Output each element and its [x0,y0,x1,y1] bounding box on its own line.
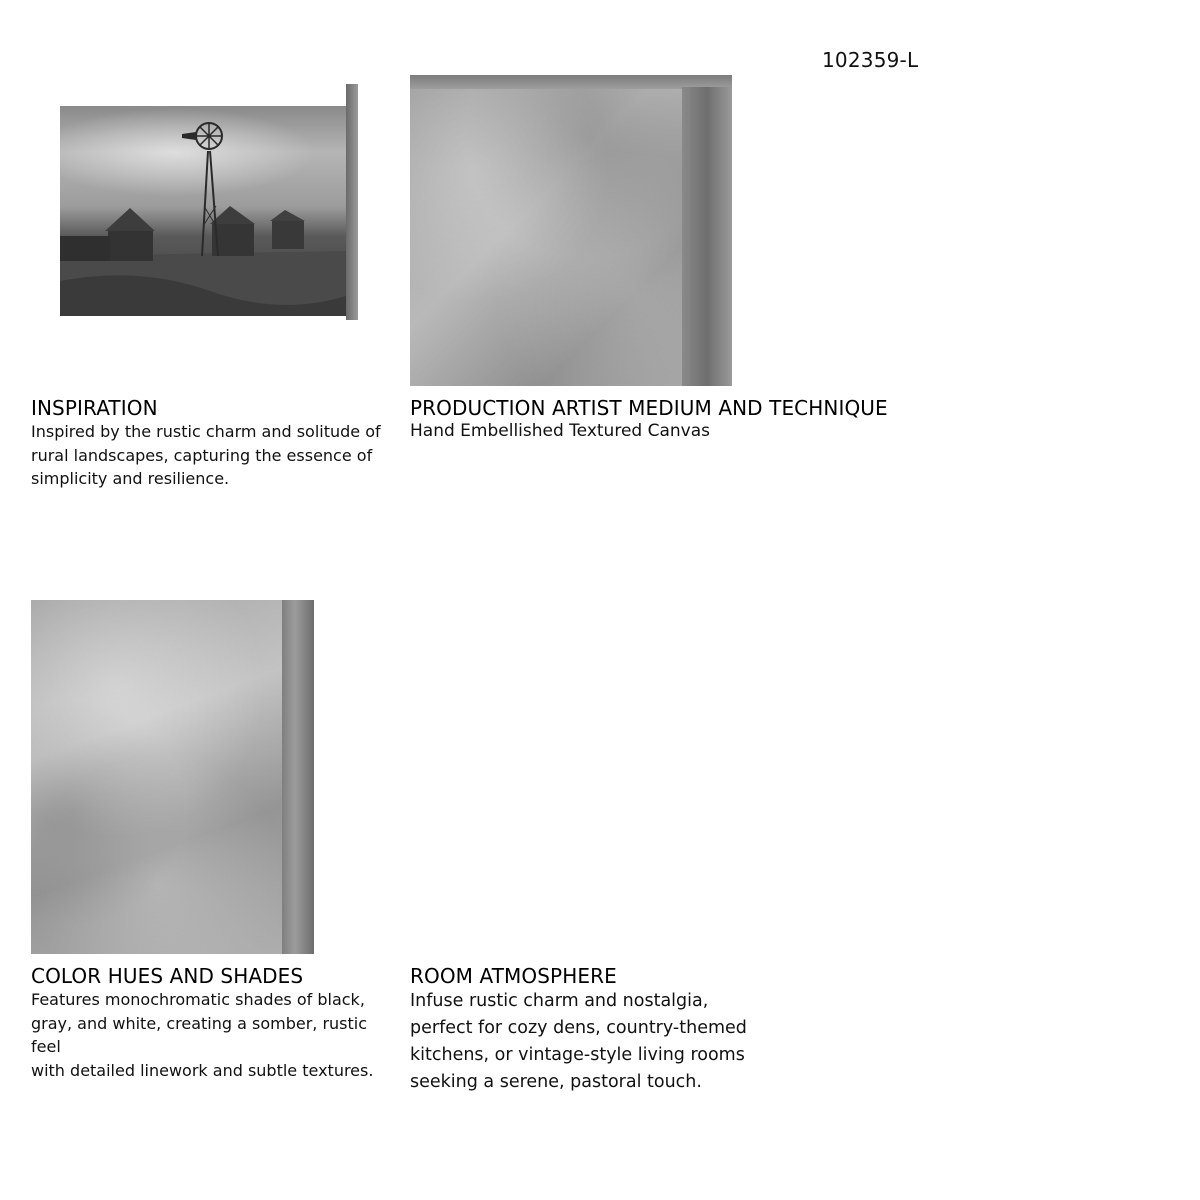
room-atmosphere-section [410,964,770,1096]
section-text-line: perfect for cozy dens, country-themed [410,1018,747,1038]
section-text-line: seeking a serene, pastoral touch. [410,1072,702,1092]
section-text-line: Features monochromatic shades of black, [31,990,365,1009]
section-text-line: Hand Embellished Textured Canvas [410,421,710,441]
product-sku: 102359-L [822,48,919,72]
section-title: COLOR HUES AND SHADES [31,964,304,988]
production-section [410,396,930,444]
artwork-image [58,84,358,320]
section-text-line: Infuse rustic charm and nostalgia, [410,991,709,1011]
corner-detail-image [31,600,314,954]
section-text-line: kitchens, or vintage-style living rooms [410,1045,745,1065]
canvas-side-edge [346,84,358,320]
color-section [31,964,393,1082]
section-title: INSPIRATION [31,396,158,420]
inspiration-section [31,396,391,491]
section-text-line: with detailed linework and subtle textures. [31,1060,374,1080]
section-text-line: simplicity and resilience. [31,469,230,488]
canvas-side-edge [282,600,314,954]
section-text-line: rural landscapes, capturing the essence of [31,445,373,465]
section-title: PRODUCTION ARTIST MEDIUM AND TECHNIQUE [410,396,888,420]
texture-detail-image [410,75,732,386]
section-title: ROOM ATMOSPHERE [410,964,617,988]
section-text-line: gray, and white, creating a somber, rustic feel [31,1013,368,1056]
canvas-side-edge [682,87,732,386]
section-text-line: Inspired by the rustic charm and solitude of [31,422,381,441]
farm-scene-illustration [60,106,346,316]
